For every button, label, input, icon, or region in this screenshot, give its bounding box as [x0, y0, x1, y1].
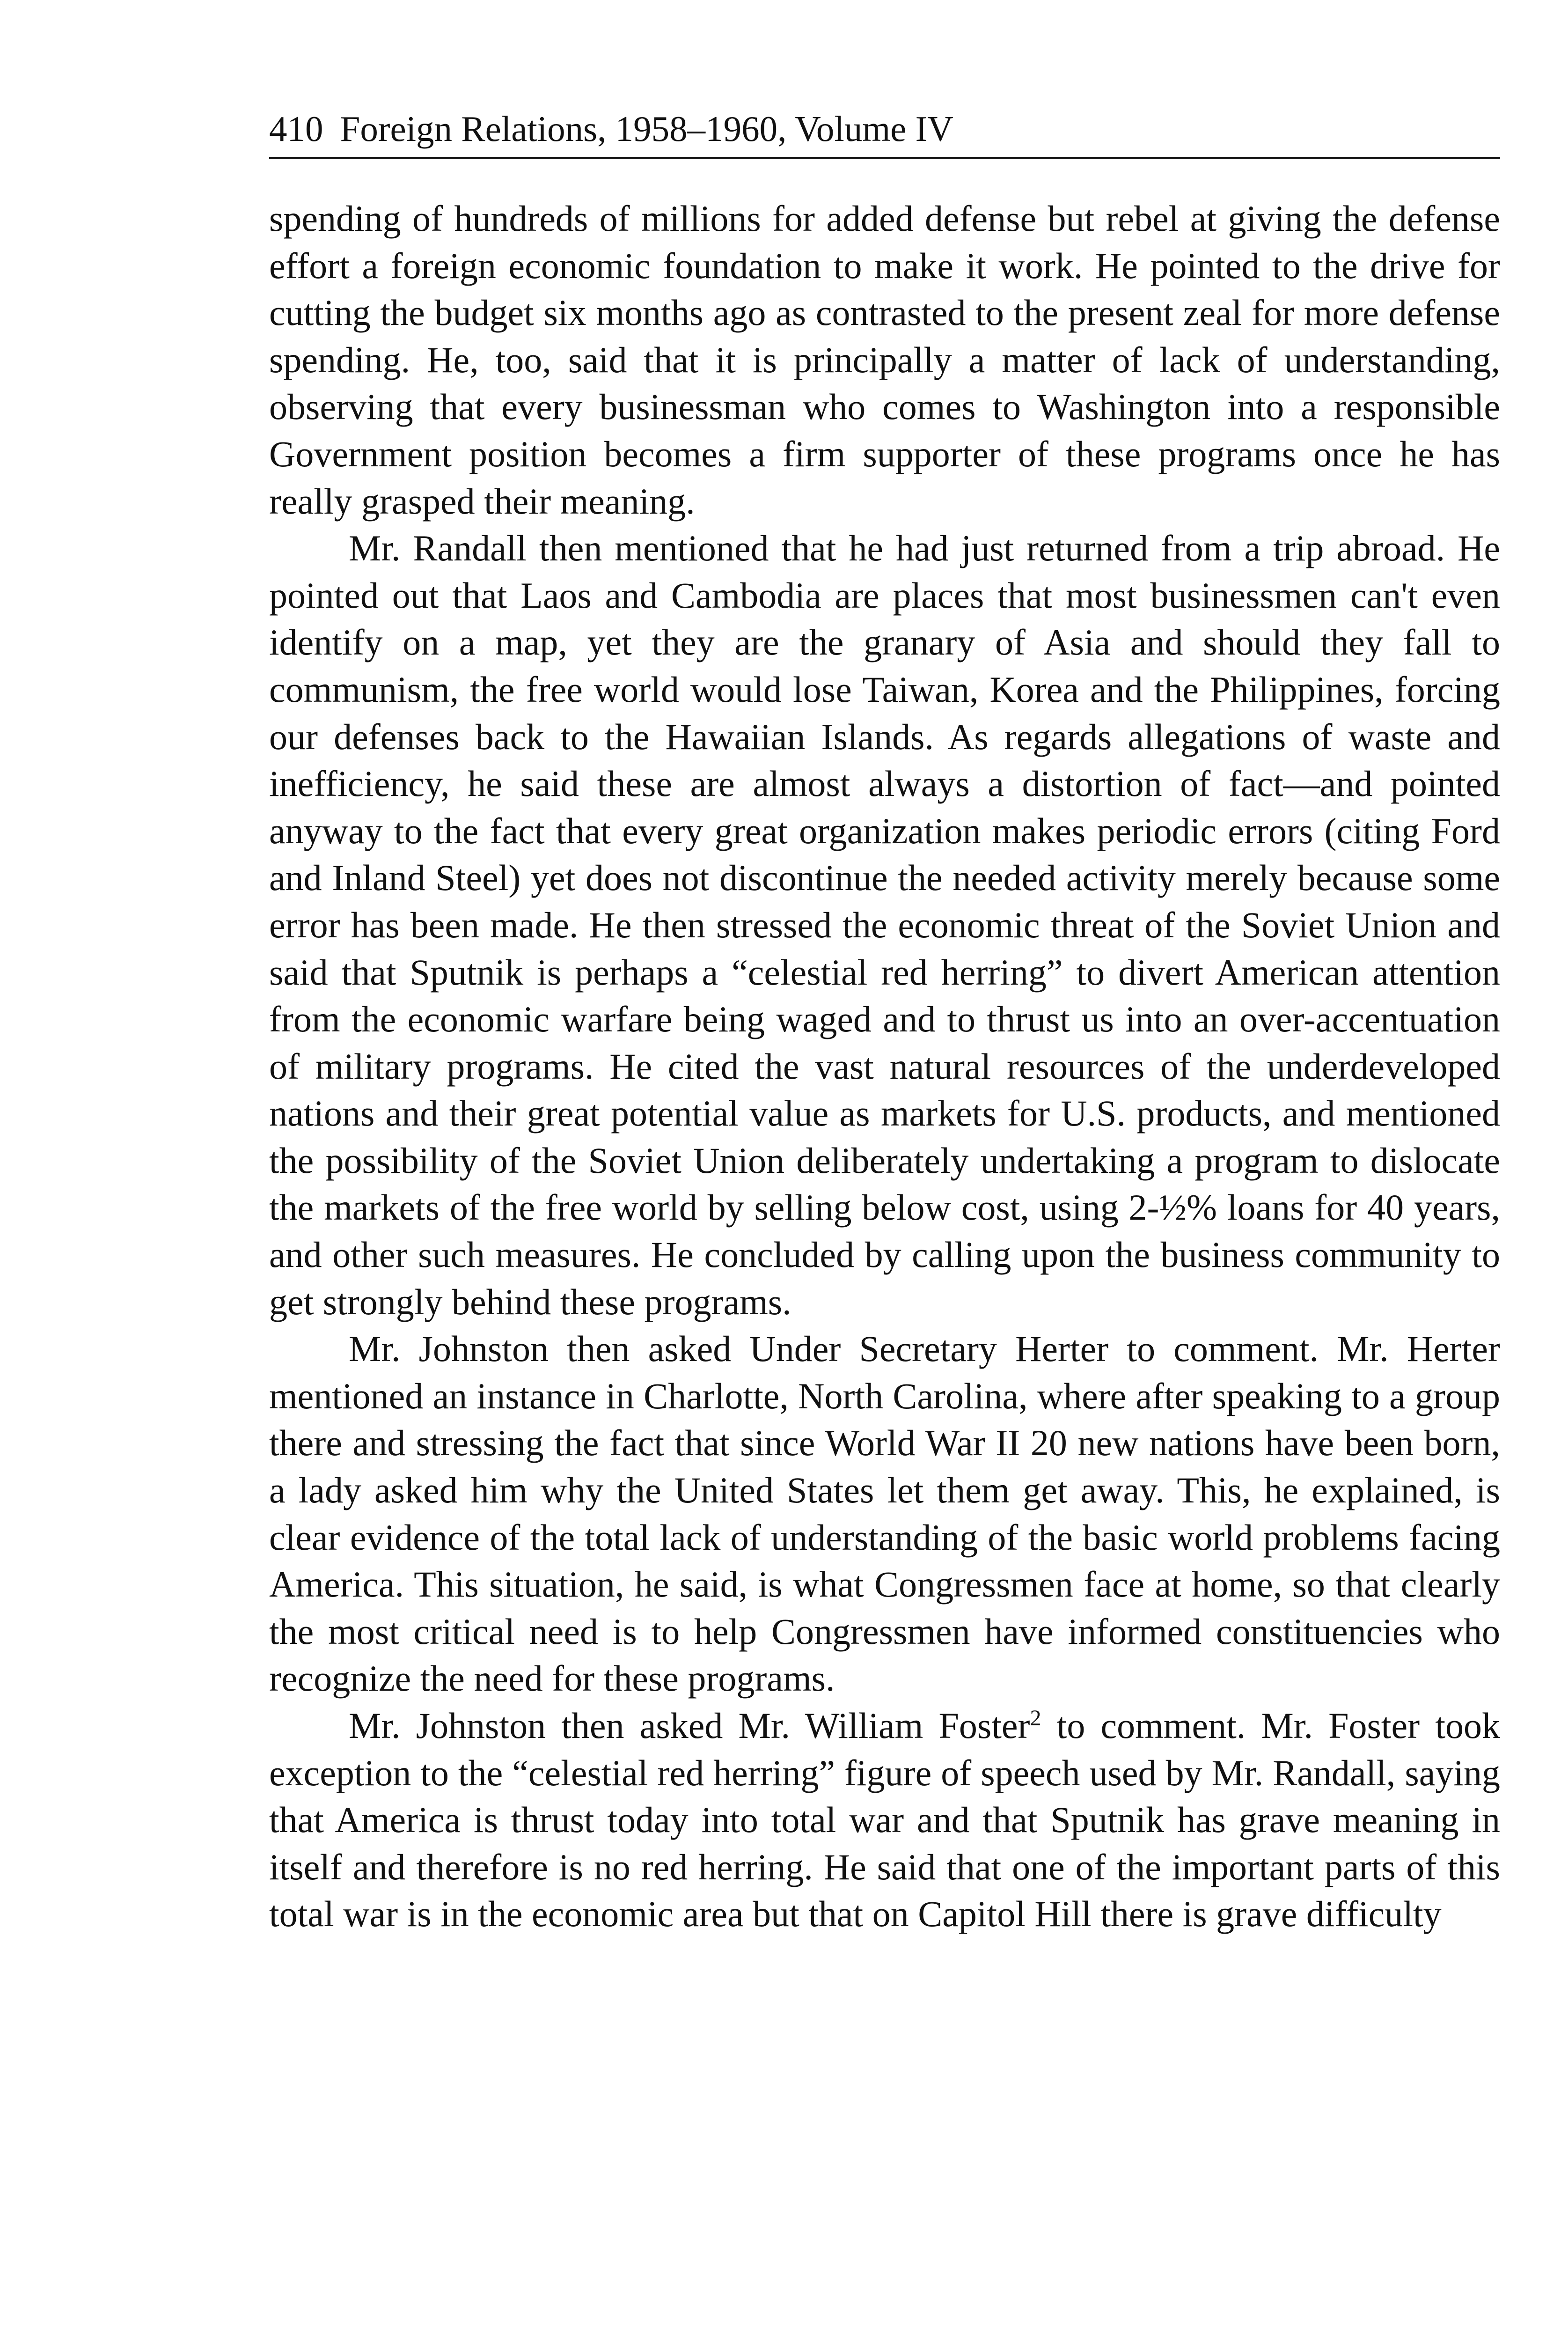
document-page	[269, 105, 1500, 1938]
paragraph-herter: Mr. Johnston then asked Under Secretary Herter to comment. Mr. Herter mentioned an instance in Charlotte, North Carolina, where after speaking to a group there and stressing the fact that since World War II 20 new nations have been born, a lady asked him why the United States let them get away. This, he explained, is clear evidence of the total lack of understanding of the basic world problems facing America. This situation, he said, is what Congressmen face at home, so that clearly the most critical need is to help Congressmen have informed constituencies who recognize the need for these programs.	[269, 1328, 1500, 1699]
running-head	[269, 105, 1500, 159]
paragraph-randall: Mr. Randall then mentioned that he had just returned from a trip abroad. He pointed out that Laos and Cambodia are places that most businessmen can't even identify on a map, yet they are the granary of Asia and should they fall to communism, the free world would lose Taiwan, Korea and the Philippines, forcing our defenses back to the Hawaiian Islands. As regards allegations of waste and inefficiency, he said these are almost always a distortion of fact—and pointed anyway to the fact that every great organization makes periodic errors (citing Ford and Inland Steel) yet does not discontinue the needed activity merely because some error has been made. He then stressed the economic threat of the Soviet Union and said that Sputnik is perhaps a “celestial red herring” to divert American attention from the economic warfare being waged and to thrust us into an over-accentuation of military programs. He cited the vast natural resources of the underdeveloped nations and their great potential value as markets for U.S. products, and mentioned the possibility of the Soviet Union deliberately undertaking a program to dislocate the markets of the free world by selling below cost, using 2-½% loans for 40 years, and other such measures. He concluded by calling upon the business community to get strongly behind these programs.	[269, 528, 1500, 1322]
paragraph-foster-end: to comment. Mr. Foster took exception to the “celestial red herring” figure of speech used by Mr. Randall, saying that America is thrust today into total war and that Sputnik has grave meaning in itself and therefore is no red herring. He said that one of the important parts of this total war is in the economic area but that on Capitol Hill there is grave difficulty	[269, 1705, 1500, 1935]
paragraph-foster-start: Mr. Johnston then asked Mr. William Foster	[349, 1705, 1030, 1746]
body-text	[269, 195, 1500, 1938]
volume-title: Foreign Relations, 1958–1960, Volume IV	[340, 109, 953, 149]
paragraph-continued: spending of hundreds of millions for added defense but rebel at giving the defense effort a foreign economic foundation to make it work. He pointed to the drive for cutting the budget six months ago as contrasted to the present zeal for more defense spending. He, too, said that it is principally a matter of lack of understanding, observing that every businessman who comes to Washington into a responsible Government position becomes a firm supporter of these programs once he has really grasped their meaning.	[269, 198, 1500, 522]
footnote-reference: 2	[1030, 1706, 1041, 1730]
page-number: 410	[269, 109, 323, 149]
paragraph-foster	[269, 1702, 1500, 1938]
